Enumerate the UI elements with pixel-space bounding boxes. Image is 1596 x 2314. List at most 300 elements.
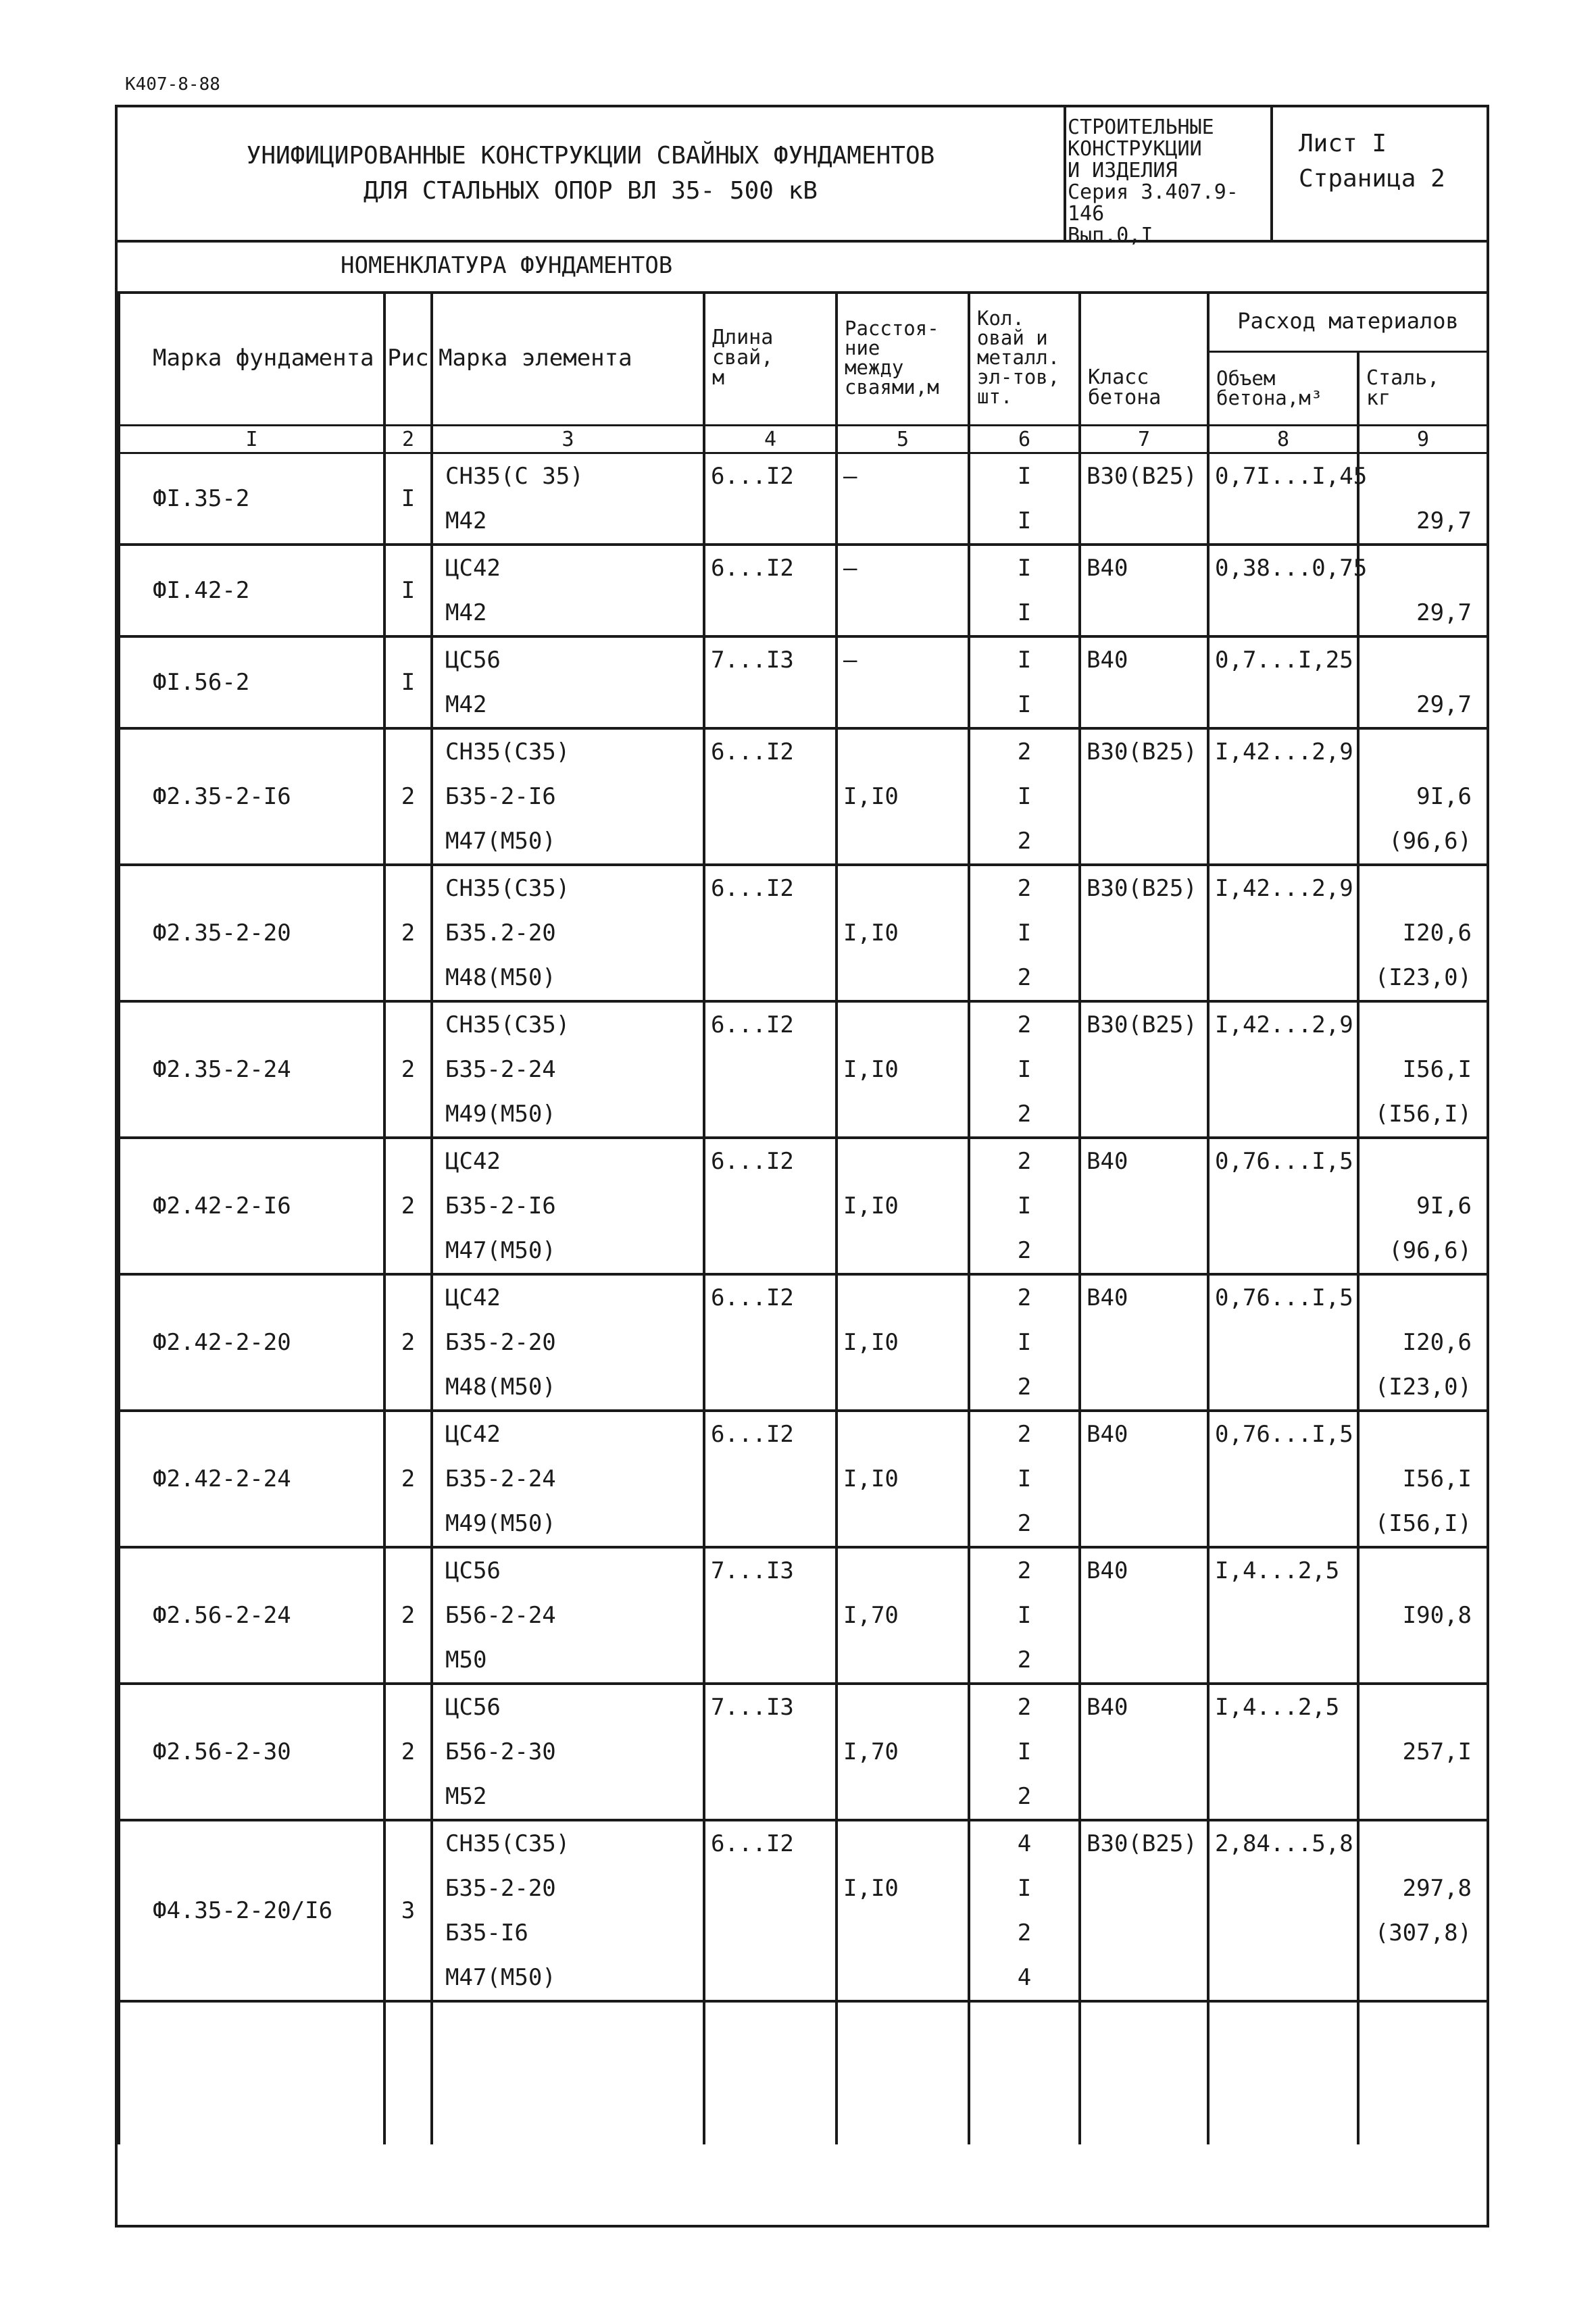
element-line: М48(М50) xyxy=(445,964,556,991)
steel-cell xyxy=(1358,1411,1488,1547)
distance-line xyxy=(843,1638,968,1682)
title-line: ДЛЯ СТАЛЬНЫХ ОПОР ВЛ 35- 500 кВ xyxy=(364,177,818,205)
element-line: М47(М50) xyxy=(445,1964,556,1991)
distance-cell xyxy=(837,1001,969,1138)
count-line: 2 xyxy=(1017,1421,1032,1448)
element-cell xyxy=(432,453,704,545)
col-number: 7 xyxy=(1080,426,1208,453)
col-length-line: м xyxy=(712,366,725,390)
length-line: 6...I2 xyxy=(711,463,794,490)
figure-number: 2 xyxy=(384,865,432,1001)
length-cell xyxy=(704,1138,837,1274)
figure-number: I xyxy=(384,453,432,545)
count-line: 2 xyxy=(1017,875,1032,902)
element-line: Б35-2-20 xyxy=(445,1329,556,1356)
element-line: СН35(С35) xyxy=(445,875,570,902)
volume-line: I,42...2,9 xyxy=(1215,738,1353,765)
length-cell xyxy=(704,453,837,545)
table-row xyxy=(119,1138,1488,1274)
element-line: М50 xyxy=(445,1646,487,1674)
class-line xyxy=(1087,1730,1207,1774)
length-line xyxy=(711,1593,835,1638)
nomenclature-table xyxy=(118,291,1489,2144)
length-line xyxy=(711,1730,835,1774)
figure-number: 2 xyxy=(384,1138,432,1274)
steel-line: (I23,0) xyxy=(1374,964,1472,991)
length-line: 6...I2 xyxy=(711,555,794,582)
foundation-mark: Ф2.35-2-20 xyxy=(119,865,384,1001)
distance-line xyxy=(843,1276,968,1320)
steel-line xyxy=(1360,1276,1472,1320)
volume-line xyxy=(1215,1501,1357,1546)
col-number: 2 xyxy=(384,426,432,453)
element-line: Б56-2-24 xyxy=(445,1602,556,1629)
distance-line: I,I0 xyxy=(843,1329,899,1356)
materials-header: Расход материалов xyxy=(1208,291,1488,352)
volume-line xyxy=(1215,774,1357,819)
foundation-mark: Ф2.56-2-24 xyxy=(119,1547,384,1684)
series-line: Серия 3.407.9-146 xyxy=(1068,180,1239,226)
volume-line: 0,76...I,5 xyxy=(1215,1148,1353,1175)
table-row xyxy=(119,1411,1488,1547)
col-distance-line: сваями,м xyxy=(845,375,939,399)
figure-number: 2 xyxy=(384,1547,432,1684)
count-line: I xyxy=(1017,1056,1032,1083)
volume-line xyxy=(1215,955,1357,1000)
class-cell xyxy=(1080,1684,1208,1820)
element-line: М42 xyxy=(445,691,487,718)
count-line: 2 xyxy=(1017,1646,1032,1674)
volume-line: 0,38...0,75 xyxy=(1215,555,1368,582)
class-line xyxy=(1087,1593,1207,1638)
class-cell xyxy=(1080,1547,1208,1684)
count-line: I xyxy=(1017,1329,1032,1356)
steel-line xyxy=(1360,1821,1472,1866)
volume-line xyxy=(1215,1457,1357,1501)
element-line: Б35-I6 xyxy=(445,1919,528,1946)
table-row xyxy=(119,865,1488,1001)
class-line xyxy=(1087,1184,1207,1228)
empty-cell xyxy=(119,2001,384,2144)
volume-cell xyxy=(1208,1274,1358,1411)
class-line: В30(В25) xyxy=(1087,1011,1197,1038)
steel-line: 257,I xyxy=(1402,1738,1472,1765)
length-line: 7...I3 xyxy=(711,1557,794,1584)
volume-line xyxy=(1215,1955,1357,2000)
class-line xyxy=(1087,1365,1207,1409)
steel-line xyxy=(1360,1638,1472,1682)
table-row xyxy=(119,636,1488,728)
element-line: М49(М50) xyxy=(445,1510,556,1537)
figure-number: I xyxy=(384,636,432,728)
col-distance-line: ние xyxy=(845,336,880,359)
class-line xyxy=(1087,1955,1207,2000)
count-line: I xyxy=(1017,691,1032,718)
distance-line: – xyxy=(843,463,857,490)
empty-cell xyxy=(704,2001,837,2144)
steel-line: (96,6) xyxy=(1389,828,1472,855)
class-line xyxy=(1087,1457,1207,1501)
length-line xyxy=(711,1228,835,1273)
volume-line xyxy=(1215,590,1357,635)
figure-number: 2 xyxy=(384,728,432,865)
element-cell xyxy=(432,1001,704,1138)
distance-line: I,I0 xyxy=(843,1465,899,1492)
element-cell xyxy=(432,1820,704,2001)
length-cell xyxy=(704,728,837,865)
volume-line xyxy=(1215,1593,1357,1638)
element-line: ЦС56 xyxy=(445,647,501,674)
element-line: М48(М50) xyxy=(445,1374,556,1401)
steel-cell xyxy=(1358,453,1488,545)
distance-line xyxy=(843,1911,968,1955)
empty-cell xyxy=(1080,2001,1208,2144)
element-cell xyxy=(432,728,704,865)
distance-line xyxy=(843,1092,968,1136)
empty-cell xyxy=(1208,2001,1358,2144)
distance-line xyxy=(843,590,968,635)
volume-cell xyxy=(1208,1138,1358,1274)
length-line xyxy=(711,1955,835,2000)
volume-line xyxy=(1215,1320,1357,1365)
steel-line xyxy=(1360,1955,1472,2000)
length-line: 6...I2 xyxy=(711,1011,794,1038)
count-line: 4 xyxy=(1017,1964,1032,1991)
length-line: 6...I2 xyxy=(711,738,794,765)
col-element-header: Марка элемента xyxy=(432,291,704,426)
col-count-line: шт. xyxy=(977,385,1013,408)
volume-line xyxy=(1215,499,1357,543)
series-line: СТРОИТЕЛЬНЫЕ xyxy=(1068,116,1214,139)
element-cell xyxy=(432,636,704,728)
length-line xyxy=(711,1638,835,1682)
count-cell xyxy=(969,1820,1080,2001)
section-title: НОМЕНКЛАТУРА ФУНДАМЕНТОВ xyxy=(341,252,673,279)
element-line: Б35-2-20 xyxy=(445,1875,556,1902)
class-cell xyxy=(1080,1001,1208,1138)
steel-line xyxy=(1360,1412,1472,1457)
element-line: Б35.2-20 xyxy=(445,920,556,947)
steel-line xyxy=(1360,454,1472,499)
class-cell xyxy=(1080,865,1208,1001)
count-line: 2 xyxy=(1017,1284,1032,1311)
count-line: 4 xyxy=(1017,1830,1032,1857)
col-steel-header xyxy=(1358,352,1488,426)
col-length-line: Длина xyxy=(712,325,774,349)
distance-line xyxy=(843,819,968,863)
count-line: I xyxy=(1017,507,1032,534)
distance-line xyxy=(843,866,968,911)
class-line: В40 xyxy=(1087,647,1128,674)
class-line xyxy=(1087,499,1207,543)
element-line: М47(М50) xyxy=(445,828,556,855)
steel-cell xyxy=(1358,1274,1488,1411)
figure-number: 2 xyxy=(384,1411,432,1547)
col-number: 8 xyxy=(1208,426,1358,453)
element-line: ЦС42 xyxy=(445,1421,501,1448)
count-line: I xyxy=(1017,783,1032,810)
foundation-mark: Ф4.35-2-20/I6 xyxy=(119,1820,384,2001)
col-class-header xyxy=(1080,291,1208,426)
foundation-mark: ФI.56-2 xyxy=(119,636,384,728)
length-cell xyxy=(704,1820,837,2001)
length-line xyxy=(711,1911,835,1955)
steel-line xyxy=(1360,730,1472,774)
class-line xyxy=(1087,774,1207,819)
series-line: И ИЗДЕЛИЯ xyxy=(1068,159,1178,182)
count-line: 2 xyxy=(1017,1148,1032,1175)
distance-line xyxy=(843,1549,968,1593)
steel-line xyxy=(1360,1685,1472,1730)
steel-line xyxy=(1360,1549,1472,1593)
table-row xyxy=(119,728,1488,865)
class-line xyxy=(1087,819,1207,863)
element-line: М52 xyxy=(445,1783,487,1810)
length-line: 6...I2 xyxy=(711,1148,794,1175)
distance-line: I,70 xyxy=(843,1602,899,1629)
steel-line: 9I,6 xyxy=(1416,1192,1472,1219)
count-line: 2 xyxy=(1017,1237,1032,1264)
element-cell xyxy=(432,1411,704,1547)
steel-line: 29,7 xyxy=(1416,507,1472,534)
count-line: 2 xyxy=(1017,738,1032,765)
distance-line xyxy=(843,955,968,1000)
length-line xyxy=(711,955,835,1000)
col-count-line: овай и xyxy=(977,326,1048,349)
count-line: 2 xyxy=(1017,964,1032,991)
element-line: СН35(С35) xyxy=(445,1830,570,1857)
length-line: 6...I2 xyxy=(711,1830,794,1857)
figure-number: 2 xyxy=(384,1684,432,1820)
steel-cell xyxy=(1358,545,1488,636)
distance-line xyxy=(843,1774,968,1819)
count-line: I xyxy=(1017,599,1032,626)
page-line: Страница 2 xyxy=(1299,165,1445,193)
count-line: 2 xyxy=(1017,1919,1032,1946)
volume-line: I,42...2,9 xyxy=(1215,1011,1353,1038)
count-cell xyxy=(969,1684,1080,1820)
class-line xyxy=(1087,590,1207,635)
count-cell xyxy=(969,1547,1080,1684)
class-line: В40 xyxy=(1087,1694,1128,1721)
count-line: I xyxy=(1017,647,1032,674)
title-block xyxy=(118,107,1487,247)
col-count-header xyxy=(969,291,1080,426)
distance-cell xyxy=(837,636,969,728)
length-line xyxy=(711,819,835,863)
volume-cell xyxy=(1208,1001,1358,1138)
distance-cell xyxy=(837,728,969,865)
volume-line xyxy=(1215,1228,1357,1273)
steel-cell xyxy=(1358,1684,1488,1820)
length-line: 6...I2 xyxy=(711,1284,794,1311)
col-number: I xyxy=(119,426,384,453)
element-line: ЦС56 xyxy=(445,1557,501,1584)
volume-line xyxy=(1215,1184,1357,1228)
volume-line xyxy=(1215,1774,1357,1819)
volume-cell xyxy=(1208,453,1368,545)
count-cell xyxy=(969,728,1080,865)
figure-number: I xyxy=(384,545,432,636)
foundation-mark: Ф2.42-2-24 xyxy=(119,1411,384,1547)
length-line xyxy=(711,682,835,727)
foundation-mark: ФI.35-2 xyxy=(119,453,384,545)
count-cell xyxy=(969,1001,1080,1138)
table-row xyxy=(119,1001,1488,1138)
steel-line xyxy=(1360,1003,1472,1047)
class-line: В30(В25) xyxy=(1087,1830,1197,1857)
volume-line xyxy=(1215,1047,1357,1092)
distance-line xyxy=(843,1821,968,1866)
steel-line: 29,7 xyxy=(1416,599,1472,626)
col-steel-line: кг xyxy=(1366,386,1391,410)
class-line xyxy=(1087,682,1207,727)
col-steel-line: Сталь, xyxy=(1366,366,1440,390)
length-line xyxy=(711,1365,835,1409)
distance-line: – xyxy=(843,647,857,674)
steel-cell xyxy=(1358,728,1488,865)
steel-line: 29,7 xyxy=(1416,691,1472,718)
count-cell xyxy=(969,1274,1080,1411)
length-line xyxy=(711,1457,835,1501)
length-cell xyxy=(704,545,837,636)
count-cell xyxy=(969,1138,1080,1274)
col-distance-line: Расстоя- xyxy=(845,316,939,340)
length-cell xyxy=(704,1001,837,1138)
length-line xyxy=(711,1866,835,1911)
header-row xyxy=(119,291,1488,352)
count-cell xyxy=(969,636,1080,728)
class-line xyxy=(1087,1092,1207,1136)
class-cell xyxy=(1080,728,1208,865)
volume-line xyxy=(1215,1911,1357,1955)
steel-line: I20,6 xyxy=(1402,920,1472,947)
steel-line: I90,8 xyxy=(1402,1602,1472,1629)
distance-line: I,70 xyxy=(843,1738,899,1765)
length-cell xyxy=(704,1684,837,1820)
distance-line xyxy=(843,1228,968,1273)
steel-line: (I56,I) xyxy=(1374,1101,1472,1128)
class-line xyxy=(1087,1228,1207,1273)
class-line xyxy=(1087,1911,1207,1955)
length-line xyxy=(711,590,835,635)
distance-cell xyxy=(837,1684,969,1820)
document-code: К407-8-88 xyxy=(125,74,220,95)
distance-cell xyxy=(837,1820,969,2001)
class-cell xyxy=(1080,1820,1208,2001)
empty-row xyxy=(119,2001,1488,2144)
steel-line xyxy=(1360,638,1472,682)
volume-cell xyxy=(1208,728,1358,865)
steel-line: 297,8 xyxy=(1402,1875,1472,1902)
element-line: Б35-2-24 xyxy=(445,1056,556,1083)
class-line xyxy=(1087,1638,1207,1682)
element-line: СН35(С 35) xyxy=(445,463,584,490)
class-line xyxy=(1087,911,1207,955)
steel-cell xyxy=(1358,636,1488,728)
sheet-line: Лист I xyxy=(1299,130,1387,157)
distance-cell xyxy=(837,1138,969,1274)
col-length-line: свай, xyxy=(712,345,774,370)
count-line: I xyxy=(1017,1465,1032,1492)
length-line: 6...I2 xyxy=(711,875,794,902)
element-line: М42 xyxy=(445,599,487,626)
steel-cell xyxy=(1358,865,1488,1001)
steel-line: I56,I xyxy=(1402,1465,1472,1492)
steel-line: I20,6 xyxy=(1402,1329,1472,1356)
volume-cell xyxy=(1208,865,1358,1001)
empty-cell xyxy=(837,2001,969,2144)
volume-line xyxy=(1215,911,1357,955)
count-line: 2 xyxy=(1017,1694,1032,1721)
element-line: СН35(С35) xyxy=(445,1011,570,1038)
figure-number: 2 xyxy=(384,1001,432,1138)
element-cell xyxy=(432,865,704,1001)
col-number: 9 xyxy=(1358,426,1488,453)
class-line xyxy=(1087,1866,1207,1911)
class-cell xyxy=(1080,453,1208,545)
volume-line xyxy=(1215,682,1357,727)
steel-line xyxy=(1360,1774,1472,1819)
table-row xyxy=(119,1820,1488,2001)
foundation-mark: Ф2.56-2-30 xyxy=(119,1684,384,1820)
class-line: В40 xyxy=(1087,1148,1128,1175)
length-line xyxy=(711,1092,835,1136)
count-line: I xyxy=(1017,1602,1032,1629)
count-line: 2 xyxy=(1017,1557,1032,1584)
steel-line: (96,6) xyxy=(1389,1237,1472,1264)
series-line: Вып.0,I xyxy=(1068,224,1153,247)
col-class-line: бетона xyxy=(1088,386,1162,409)
table-row xyxy=(119,453,1488,545)
element-cell xyxy=(432,1547,704,1684)
volume-line xyxy=(1215,1730,1357,1774)
distance-line: – xyxy=(843,555,857,582)
class-line: В40 xyxy=(1087,1421,1128,1448)
figure-number: 3 xyxy=(384,1820,432,2001)
count-line: I xyxy=(1017,920,1032,947)
element-line: Б35-2-I6 xyxy=(445,783,556,810)
col-volume-line: бетона,м³ xyxy=(1216,386,1323,409)
col-distance-header xyxy=(837,291,969,426)
element-line: М49(М50) xyxy=(445,1101,556,1128)
length-cell xyxy=(704,1274,837,1411)
count-line: I xyxy=(1017,1875,1032,1902)
length-line: 7...I3 xyxy=(711,1694,794,1721)
count-line: 2 xyxy=(1017,1374,1032,1401)
col-distance-line: между xyxy=(845,355,904,379)
foundation-mark: ФI.42-2 xyxy=(119,545,384,636)
foundation-mark: Ф2.42-2-I6 xyxy=(119,1138,384,1274)
table-row xyxy=(119,1274,1488,1411)
element-line: ЦС42 xyxy=(445,555,501,582)
col-class-line: Класс xyxy=(1088,366,1149,389)
element-cell xyxy=(432,545,704,636)
count-line: 2 xyxy=(1017,1011,1032,1038)
sheet-number-block xyxy=(1273,107,1487,240)
distance-line xyxy=(843,1955,968,2000)
length-line xyxy=(711,1320,835,1365)
steel-cell xyxy=(1358,1547,1488,1684)
distance-line xyxy=(843,1412,968,1457)
class-line: В40 xyxy=(1087,555,1128,582)
volume-cell xyxy=(1208,545,1368,636)
length-cell xyxy=(704,636,837,728)
length-line xyxy=(711,911,835,955)
distance-line xyxy=(843,1139,968,1184)
element-line: Б35-2-I6 xyxy=(445,1192,556,1219)
col-number: 4 xyxy=(704,426,837,453)
